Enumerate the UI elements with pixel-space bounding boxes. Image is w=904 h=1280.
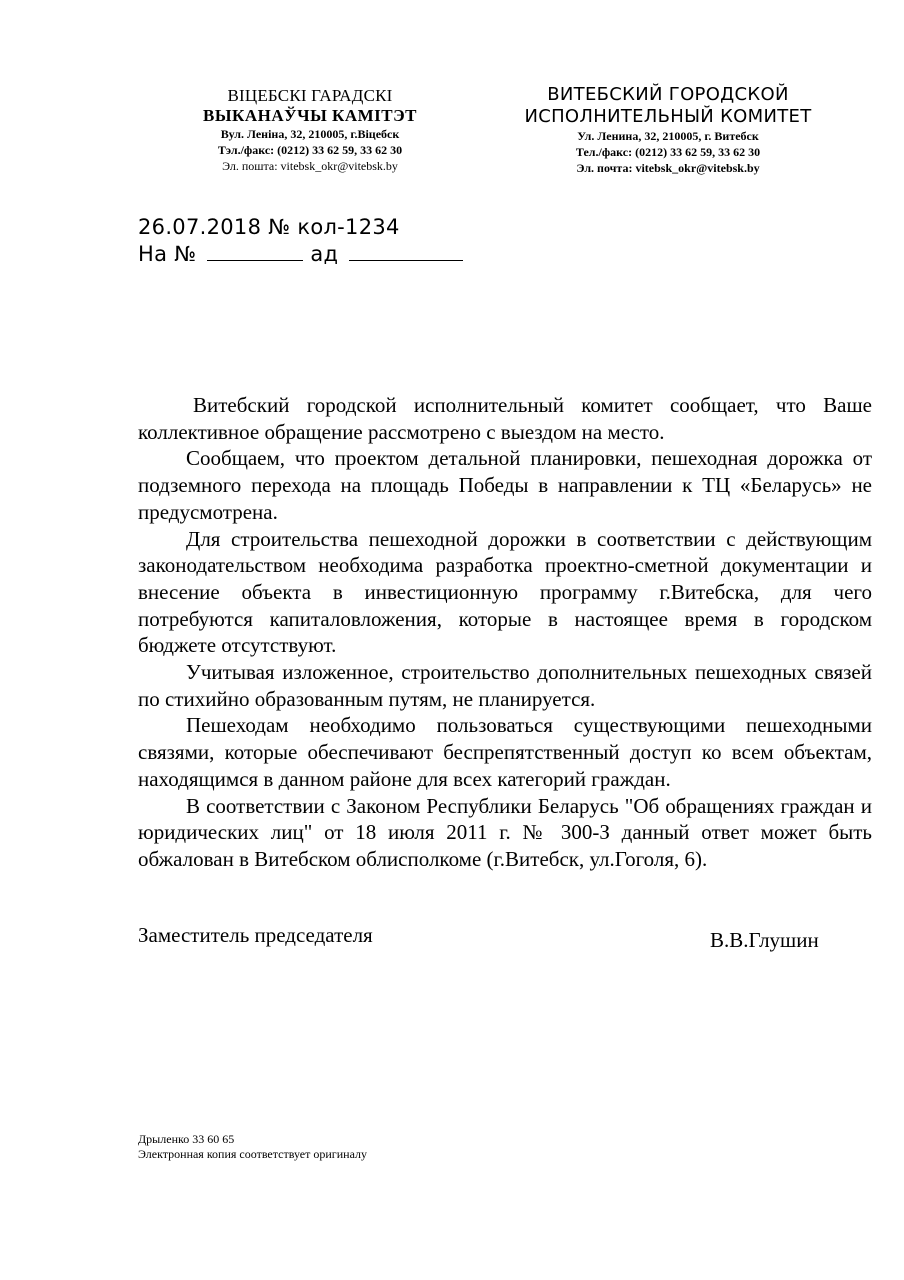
signatory-position: Заместитель председателя bbox=[138, 923, 373, 947]
header-ru-line1: ВИТЕБСКИЙ ГОРОДСКОЙ bbox=[547, 84, 789, 105]
footer bbox=[138, 1132, 367, 1162]
from-label: ад bbox=[310, 242, 339, 266]
body-paragraph: Учитывая изложенное, строительство дополнительных пешеходных связей по стихийно образованным путям, не планируется. bbox=[138, 660, 872, 711]
body-paragraph: Витебский городской исполнительный комитет сообщает, что Ваше коллективное обращение рассмотрено с выездом на место. bbox=[138, 393, 872, 444]
header-be-line1: ВІЦЕБСКІ ГАРАДСКІ bbox=[227, 86, 393, 105]
from-date-blank bbox=[349, 242, 463, 261]
reference-block bbox=[138, 214, 463, 268]
letter-body bbox=[138, 392, 872, 873]
copy-note: Электронная копия соответствует оригиналу bbox=[138, 1147, 367, 1161]
on-number-blank bbox=[207, 242, 303, 261]
header-be-address: Вул. Леніна, 32, 210005, г.Віцебск bbox=[220, 127, 400, 141]
header-be-phone: Тэл./факс: (0212) 33 62 59, 33 62 30 bbox=[217, 143, 403, 157]
header-ru-email: Эл. почта: vitebsk_okr@vitebsk.by bbox=[576, 161, 760, 175]
incoming-reference bbox=[138, 241, 463, 268]
body-paragraph: В соответствии с Законом Республики Беларусь "Об обращениях граждан и юридических лиц" от 18 июля 2011 г. № 300-З данный ответ может быть обжалован в Витебском облисполкоме (г.Витебск, ул.Гоголя, 6). bbox=[138, 793, 872, 871]
header-russian bbox=[498, 84, 838, 176]
header-ru-address: Ул. Ленина, 32, 210005, г. Витебск bbox=[577, 129, 759, 143]
signatory-name: В.В.Глушин bbox=[710, 928, 819, 952]
on-number-label: На № bbox=[138, 242, 197, 266]
executor-contact: Дрыленко 33 60 65 bbox=[138, 1132, 235, 1146]
header-ru-line2: ИСПОЛНИТЕЛЬНЫЙ КОМИТЕТ bbox=[524, 106, 812, 127]
header-be-email: Эл. пошта: vitebsk_okr@vitebsk.by bbox=[222, 159, 398, 173]
body-paragraph: Для строительства пешеходной дорожки в соответствии с действующим законодательством необходима разработка проектно-сметной документации и внесение объекта в инвестиционную программу г.Витебска, для чего потребуются капиталовложения, которые в настоящее время в городском бюджете отсутствуют. bbox=[138, 526, 872, 658]
header-belarusian bbox=[150, 86, 470, 174]
date-number: 26.07.2018 № кол-1234 bbox=[138, 215, 400, 239]
header-be-line2: ВЫКАНАЎЧЫ КАМІТЭТ bbox=[202, 106, 417, 125]
body-paragraph: Сообщаем, что проектом детальной планировки, пешеходная дорожка от подземного перехода на площадь Победы в направлении к ТЦ «Беларусь» не предусмотрена. bbox=[138, 446, 872, 524]
body-paragraph: Пешеходам необходимо пользоваться существующими пешеходными связями, которые обеспечивают беспрепятственный доступ ко всем объектам, находящимся в данном районе для всех категорий граждан. bbox=[138, 713, 872, 791]
header-ru-phone: Тел./факс: (0212) 33 62 59, 33 62 30 bbox=[575, 145, 761, 159]
